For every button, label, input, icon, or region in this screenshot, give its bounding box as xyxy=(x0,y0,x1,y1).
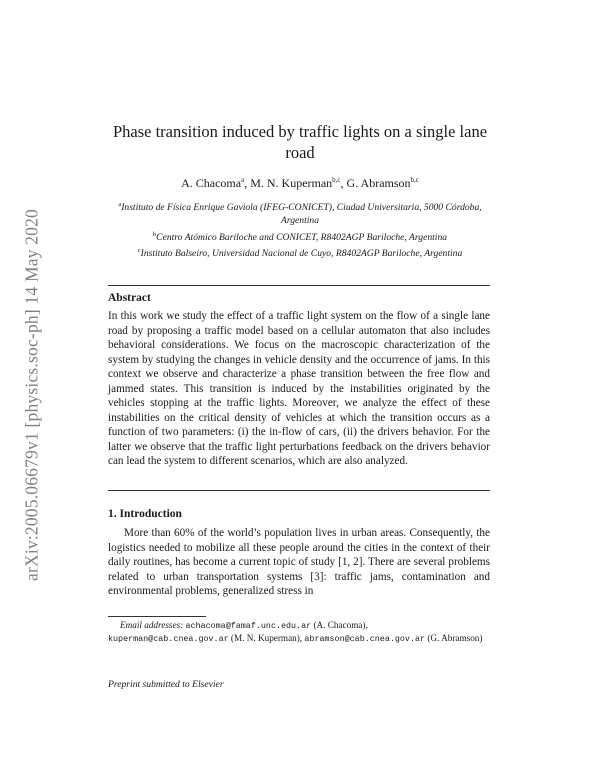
footnote-emails xyxy=(108,619,490,646)
paper-title: Phase transition induced by traffic lights on a single lane road xyxy=(112,122,488,162)
footnote-label: Email addresses: xyxy=(120,620,184,630)
email-owner: (A. Chacoma), xyxy=(313,620,368,630)
affiliation-text: Instituto de Física Enrique Gaviola (IFEG-CONICET), Ciudad Universitaria, 5000 Córdoba, Argentina xyxy=(121,202,482,227)
affiliation xyxy=(110,228,490,244)
affiliation xyxy=(110,244,490,260)
arxiv-identifier: arXiv:2005.06679v1 [physics.soc-ph] 14 May 2020 xyxy=(21,209,42,581)
preprint-note: Preprint submitted to Elsevier xyxy=(108,679,224,690)
abstract-top-rule xyxy=(108,285,490,286)
author-affil-mark: b,c xyxy=(332,176,341,184)
email-link[interactable]: abramson@cab.cnea.gov.ar xyxy=(304,634,426,645)
abstract-bottom-rule xyxy=(108,490,490,491)
abstract-body: In this work we study the effect of a traffic light system on the flow of a single lane road by proposing a traffic model based on a cellular automaton that also includes behavioral considerations. We focus on the macroscopic characterization of the system by studying the changes in vehicle density and the occurrence of jams. In this context we observe and characterize a phase transition between the free flow and jammed states. This transition is induced by the instabilities originated by the vehicles stopping at the traffic lights. Moreover, we analyze the effect of these instabilities on the critical density of vehicles at which the transition occurs as a function of two parameters: (i) the in-flow of cars, (ii) the drivers behavior. For the latter we observe that the traffic light perturbations feedback on the drivers behavior can lead the system to different scenarios, which are also analyzed. xyxy=(108,310,490,467)
footnote-rule xyxy=(108,616,206,617)
email-link[interactable]: kuperman@cab.cnea.gov.ar xyxy=(108,634,229,645)
author-affil-mark: a xyxy=(241,176,245,184)
email-owner: (G. Abramson) xyxy=(427,633,483,644)
author-name: G. Abramson xyxy=(346,176,411,190)
author-name: A. Chacoma xyxy=(181,176,242,190)
affiliation-mark: a xyxy=(118,201,122,208)
author-name: M. N. Kuperman xyxy=(250,176,333,190)
section-heading-introduction: 1. Introduction xyxy=(108,508,182,520)
author-list: A. Chacoma$^a$, M. N. Kuperman$^{b,c}$, G. Abramson$^{b,c}$ xyxy=(181,176,419,190)
affiliation-text: Instituto Balseiro, Universidad Nacional de Cuyo, R8402AGP Bariloche, Argentina xyxy=(140,248,463,260)
email-link[interactable]: achacoma@famaf.unc.edu.ar xyxy=(185,621,312,631)
abstract-heading: Abstract xyxy=(108,292,151,304)
email-owner: (M. N. Kuperman), xyxy=(230,633,303,644)
author-affil-mark: b,c xyxy=(410,176,419,184)
affiliation-list xyxy=(110,198,490,260)
introduction-body: More than 60% of the world’s population lives in urban areas. Consequently, the logistics needed to mobilize all these people around the cities in the context of their daily routines, has become a current topic of study [1, 2]. There are several problems related to urban transportation systems [3]: traffic jams, contamination and environmental problems, generalized stress in xyxy=(108,527,490,597)
affiliation-text: Centro Atómico Bariloche and CONICET, R8402AGP Bariloche, Argentina xyxy=(156,231,448,243)
affiliation-mark: c xyxy=(137,246,141,254)
affiliation-mark: b xyxy=(152,230,157,238)
affiliation xyxy=(110,198,490,228)
